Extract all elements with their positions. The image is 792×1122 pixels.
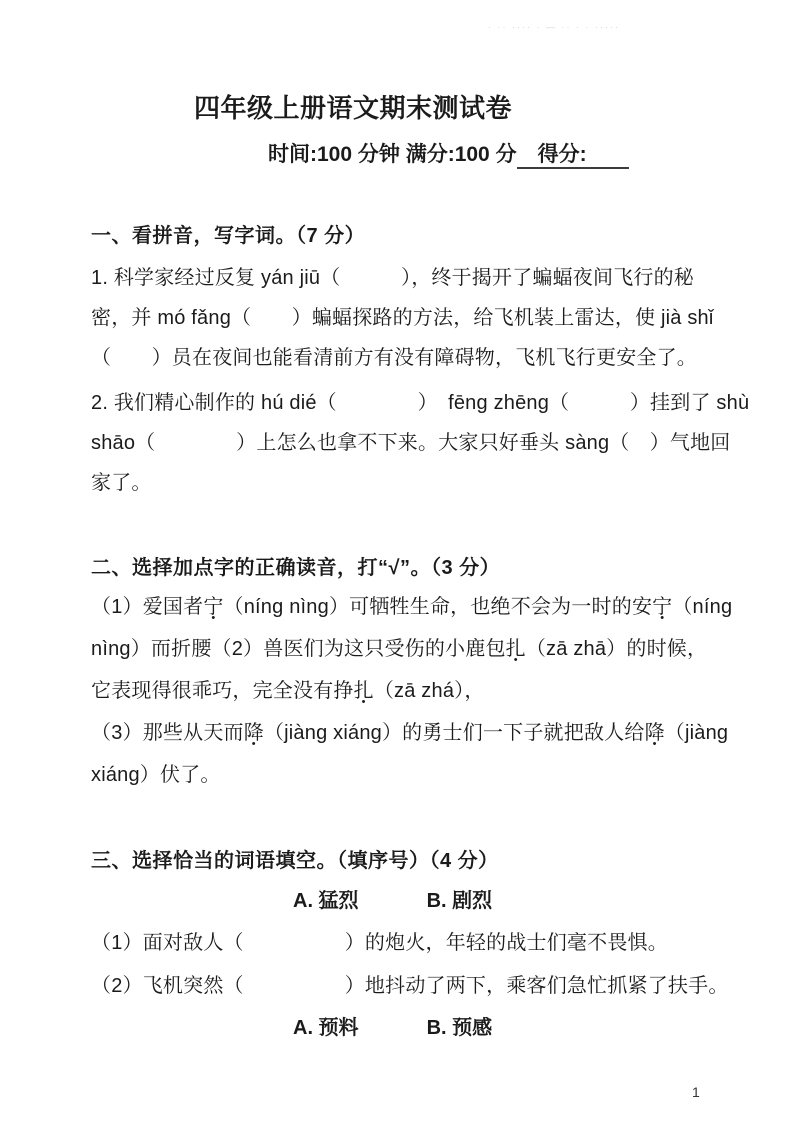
section2-line-5	[91, 762, 221, 788]
section2-heading: 二、选择加点字的正确读音，打“√”。（3 分）	[91, 557, 501, 579]
faint-watermark-dashes: · ·· ···· · — ·· · · ·····	[488, 22, 620, 32]
option-b-yugan: B. 预感	[426, 1017, 493, 1039]
text-segment: xiáng）伏了。	[91, 764, 221, 786]
emphasized-char: 降	[644, 722, 665, 744]
section1-line-5: shāo（ ）上怎么也拿不下来。大家只好垂头 sàng（ ）气地回	[91, 432, 731, 454]
paper-title: 四年级上册语文期末测试卷	[194, 93, 513, 123]
section3-options-row-2	[293, 1015, 492, 1041]
text-segment: （jiàng xiáng）的勇士们一下子就把敌人给	[263, 722, 645, 744]
emphasized-char: 宁	[652, 596, 673, 618]
section1-line-1: 1. 科学家经过反复 yán jiū（ ），终于揭开了蝙蝠夜间飞行的秘	[91, 267, 695, 289]
text-segment: （3）那些从天而	[91, 722, 244, 744]
section1-line-2: 密，并 mó fǎng（ ）蝙蝠探路的方法，给飞机装上雷达，使 jià shǐ	[91, 307, 714, 329]
score-blank: 得分:	[517, 143, 629, 169]
emphasized-char: 宁	[203, 596, 224, 618]
section1-line-4: 2. 我们精心制作的 hú dié（ ） fēng zhēng（ ）挂到了 shù	[91, 392, 750, 414]
section1-line-3: （ ）员在夜间也能看清前方有没有障碍物，飞机飞行更安全了。	[91, 347, 697, 369]
text-segment: （níng nìng）可牺牲生命，也绝不会为一时的安	[223, 596, 653, 618]
section2-line-1	[91, 594, 732, 620]
section2-line-4	[91, 720, 728, 746]
emphasized-char: 扎	[505, 638, 526, 660]
section1-heading: 一、看拼音，写字词。（7 分）	[91, 225, 366, 247]
section3-options-row-1	[293, 888, 492, 914]
text-segment: 它表现得很乖巧，完全没有挣	[91, 680, 354, 702]
text-segment: （níng	[672, 596, 733, 618]
section3-line-2: （2）飞机突然（ ）地抖动了两下，乘客们急忙抓紧了扶手。	[91, 975, 729, 997]
option-a-menglie: A. 猛烈	[293, 890, 359, 912]
option-a-yuliao: A. 预料	[293, 1017, 359, 1039]
text-segment: （jiàng	[664, 722, 729, 744]
text-segment: （1）爱国者	[91, 596, 204, 618]
section3-line-1: （1）面对敌人（ ）的炮火，年轻的战士们毫不畏惧。	[91, 932, 668, 954]
emphasized-char: 扎	[353, 680, 374, 702]
page-number: 1	[692, 1084, 700, 1100]
exam-meta-line	[268, 141, 629, 168]
text-segment: nìng）而折腰（2）兽医们为这只受伤的小鹿包	[91, 638, 506, 660]
emphasized-char: 降	[243, 722, 264, 744]
section2-line-3	[91, 678, 485, 704]
option-b-julie: B. 剧烈	[426, 890, 493, 912]
text-segment: （zā zhá），	[373, 680, 485, 702]
section3-heading: 三、选择恰当的词语填空。（填序号）（4 分）	[91, 850, 499, 872]
text-segment: （zā zhā）的时候，	[525, 638, 708, 660]
exam-time-total: 时间:100 分钟 满分:100 分	[268, 143, 517, 166]
section1-line-6: 家了。	[91, 472, 152, 494]
section2-line-2	[91, 636, 707, 662]
